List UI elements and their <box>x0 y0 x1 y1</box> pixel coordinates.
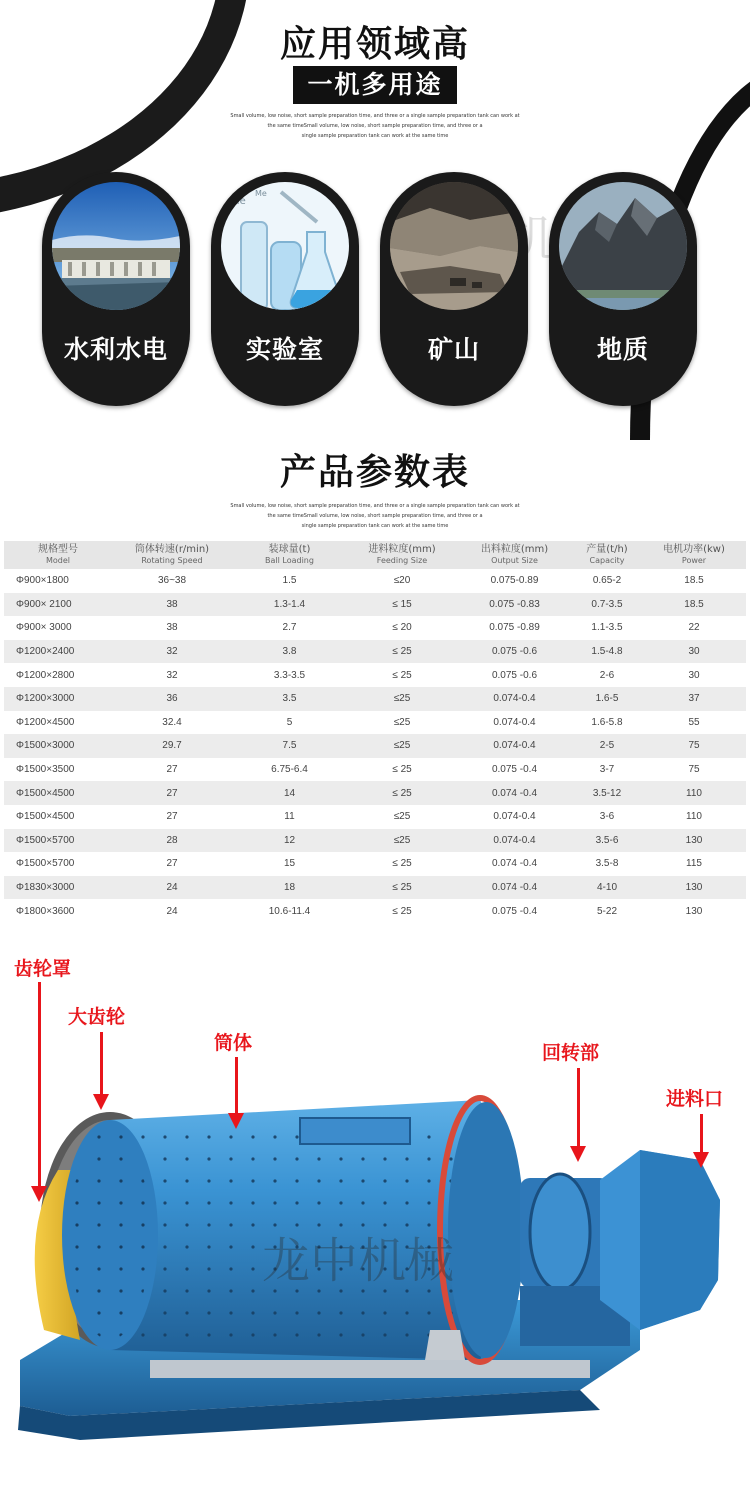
domain-label: 矿山 <box>427 335 480 364</box>
svg-text:Me: Me <box>255 189 267 198</box>
table-cell: 3.5-6 <box>572 829 642 853</box>
table-cell: ≤ 25 <box>347 899 457 923</box>
table-header-row <box>4 541 746 569</box>
table-cell: 14 <box>232 781 347 805</box>
arrow-head-icon <box>570 1146 586 1162</box>
table-cell: 32.4 <box>112 711 232 735</box>
table-header-cell: 装球量(t) Ball Loading <box>232 541 347 569</box>
table-row <box>4 829 746 853</box>
table-cell: 0.074-0.4 <box>457 734 572 758</box>
table-cell: Φ900× 3000 <box>4 616 112 640</box>
table-row <box>4 711 746 735</box>
table-cell: 1.5 <box>232 569 347 593</box>
table-cell: 1.6-5.8 <box>572 711 642 735</box>
table-cell: 3.8 <box>232 640 347 664</box>
table-cell: 110 <box>642 805 746 829</box>
table-cell: 28 <box>112 829 232 853</box>
table-cell: Φ1500×3000 <box>4 734 112 758</box>
table-cell: 0.074-0.4 <box>457 687 572 711</box>
table-header-cell: 电机功率(kw) Power <box>642 541 746 569</box>
table-row <box>4 899 746 923</box>
label-cylinder: 筒体 <box>214 1032 253 1054</box>
applications-subtitle: 一机多用途 <box>293 66 457 104</box>
label-rotating-part: 回转部 <box>542 1042 600 1064</box>
table-cell: 0.075-0.89 <box>457 569 572 593</box>
table-cell: Φ1500×4500 <box>4 781 112 805</box>
fine-print-line: single sample preparation tank can work at the same time <box>301 133 449 139</box>
table-cell: 27 <box>112 805 232 829</box>
table-cell: 3.5-8 <box>572 852 642 876</box>
table-row <box>4 640 746 664</box>
table-cell: Φ1500×5700 <box>4 829 112 853</box>
table-cell: 0.075 -0.4 <box>457 758 572 782</box>
table-cell: 130 <box>642 829 746 853</box>
table-cell: 0.074 -0.4 <box>457 781 572 805</box>
table-cell: 75 <box>642 734 746 758</box>
table-cell: ≤25 <box>347 711 457 735</box>
table-cell: ≤25 <box>347 687 457 711</box>
table-cell: 32 <box>112 640 232 664</box>
table-cell: 0.074-0.4 <box>457 805 572 829</box>
table-cell: Φ1200×3000 <box>4 687 112 711</box>
table-cell: 11 <box>232 805 347 829</box>
table-cell: Φ1200×4500 <box>4 711 112 735</box>
fine-print-line: Small volume, low noise, short sample preparation time, and three or a single sample preparation tank can work at <box>230 503 520 509</box>
table-cell: ≤25 <box>347 805 457 829</box>
table-cell: ≤ 20 <box>347 616 457 640</box>
table-row <box>4 852 746 876</box>
arrow-head-icon <box>693 1152 709 1168</box>
mountain-photo-icon <box>559 182 687 310</box>
table-row <box>4 876 746 900</box>
table-cell: 1.5-4.8 <box>572 640 642 664</box>
arrow-rotating-part <box>577 1068 580 1148</box>
table-cell: 3-7 <box>572 758 642 782</box>
arrow-cylinder <box>235 1057 238 1115</box>
table-cell: 12 <box>232 829 347 853</box>
watermark: 龙中机械 <box>262 1233 455 1289</box>
table-cell: Φ900×1800 <box>4 569 112 593</box>
table-cell: 0.075 -0.6 <box>457 640 572 664</box>
table-cell: 27 <box>112 758 232 782</box>
table-cell: 36 <box>112 687 232 711</box>
table-cell: 75 <box>642 758 746 782</box>
table-cell: 24 <box>112 876 232 900</box>
arrow-head-icon <box>31 1186 47 1202</box>
domain-label: 地质 <box>596 335 649 364</box>
table-cell: 0.65-2 <box>572 569 642 593</box>
table-cell: 32 <box>112 663 232 687</box>
table-cell: 4-10 <box>572 876 642 900</box>
table-cell: 3.5-12 <box>572 781 642 805</box>
domain-card-mine[interactable] <box>380 172 528 406</box>
table-row <box>4 758 746 782</box>
table-cell: 130 <box>642 899 746 923</box>
table-header-cell: 进料粒度(mm) Feeding Size <box>347 541 457 569</box>
applications-title: 应用领域高 <box>279 24 470 65</box>
domain-label: 实验室 <box>245 335 324 364</box>
table-cell: 110 <box>642 781 746 805</box>
table-cell: 3-6 <box>572 805 642 829</box>
domain-card-hydropower[interactable] <box>42 172 190 406</box>
table-cell: 37 <box>642 687 746 711</box>
table-cell: 36~38 <box>112 569 232 593</box>
table-row <box>4 663 746 687</box>
table-cell: Φ1800×3600 <box>4 899 112 923</box>
table-cell: 24 <box>112 899 232 923</box>
table-cell: ≤ 25 <box>347 781 457 805</box>
table-cell: 0.074-0.4 <box>457 829 572 853</box>
mine-photo-icon <box>390 182 518 310</box>
table-cell: 38 <box>112 593 232 617</box>
table-cell: 18.5 <box>642 569 746 593</box>
table-cell: 27 <box>112 781 232 805</box>
table-cell: 7.5 <box>232 734 347 758</box>
lab-glassware-photo-icon <box>221 182 349 310</box>
table-cell: 38 <box>112 616 232 640</box>
table-row <box>4 569 746 593</box>
table-cell: 5 <box>232 711 347 735</box>
table-cell: 115 <box>642 852 746 876</box>
arrow-head-icon <box>93 1094 109 1110</box>
table-cell: ≤20 <box>347 569 457 593</box>
dam-photo-icon <box>52 182 180 310</box>
table-cell: 0.074-0.4 <box>457 711 572 735</box>
table-cell: ≤ 25 <box>347 876 457 900</box>
arrow-gear-cover <box>38 982 41 1188</box>
table-row <box>4 616 746 640</box>
table-cell: Φ900× 2100 <box>4 593 112 617</box>
table-cell: 0.074 -0.4 <box>457 876 572 900</box>
table-header-cell: 筒体转速(r/min) Rotating Speed <box>112 541 232 569</box>
table-row <box>4 805 746 829</box>
table-cell: ≤ 25 <box>347 640 457 664</box>
label-big-gear: 大齿轮 <box>68 1006 126 1028</box>
arrow-head-icon <box>228 1113 244 1129</box>
table-cell: 0.075 -0.83 <box>457 593 572 617</box>
table-cell: 15 <box>232 852 347 876</box>
table-cell: Φ1200×2800 <box>4 663 112 687</box>
domain-label: 水利水电 <box>63 335 168 364</box>
table-cell: 10.6-11.4 <box>232 899 347 923</box>
table-cell: 6.75-6.4 <box>232 758 347 782</box>
table-header-cell: 规格型号 Model <box>4 541 112 569</box>
spec-table-title: 产品参数表 <box>279 452 470 493</box>
table-cell: Φ1200×2400 <box>4 640 112 664</box>
arrow-feed-inlet <box>700 1114 703 1154</box>
table-cell: ≤ 25 <box>347 758 457 782</box>
table-cell: 0.074 -0.4 <box>457 852 572 876</box>
table-cell: 3.5 <box>232 687 347 711</box>
table-header-cell: 产量(t/h) Capacity <box>572 541 642 569</box>
table-cell: 3.3-3.5 <box>232 663 347 687</box>
table-cell: ≤ 25 <box>347 852 457 876</box>
fine-print-line: the same timeSmall volume, low noise, short sample preparation time, and three or a <box>267 513 483 519</box>
domain-card-geology[interactable] <box>549 172 697 406</box>
table-cell: ≤ 15 <box>347 593 457 617</box>
table-cell: 1.3-1.4 <box>232 593 347 617</box>
table-cell: 30 <box>642 640 746 664</box>
table-cell: Φ1830×3000 <box>4 876 112 900</box>
fine-print-line: Small volume, low noise, short sample preparation time, and three or a single sample preparation tank can work at <box>230 113 520 119</box>
table-cell: 0.7-3.5 <box>572 593 642 617</box>
table-cell: 22 <box>642 616 746 640</box>
table-cell: 130 <box>642 876 746 900</box>
table-cell: 55 <box>642 711 746 735</box>
svg-text:Me: Me <box>231 196 246 207</box>
table-cell: 0.075 -0.89 <box>457 616 572 640</box>
table-header-cell: 出料粒度(mm) Output Size <box>457 541 572 569</box>
table-cell: 29.7 <box>112 734 232 758</box>
table-cell: 0.075 -0.4 <box>457 899 572 923</box>
table-cell: Φ1500×4500 <box>4 805 112 829</box>
table-cell: 1.1-3.5 <box>572 616 642 640</box>
table-cell: Φ1500×3500 <box>4 758 112 782</box>
table-body <box>4 569 746 923</box>
label-feed-inlet: 进料口 <box>666 1088 724 1110</box>
table-cell: Φ1500×5700 <box>4 852 112 876</box>
table-row <box>4 687 746 711</box>
table-cell: ≤25 <box>347 734 457 758</box>
table-cell: 2.7 <box>232 616 347 640</box>
arrow-big-gear <box>100 1032 103 1096</box>
label-gear-cover: 齿轮罩 <box>14 958 72 980</box>
table-cell: 5-22 <box>572 899 642 923</box>
table-cell: 2-5 <box>572 734 642 758</box>
table-cell: 0.075 -0.6 <box>457 663 572 687</box>
table-cell: 1.6-5 <box>572 687 642 711</box>
table-cell: 18 <box>232 876 347 900</box>
table-cell: 18.5 <box>642 593 746 617</box>
table-cell: ≤ 25 <box>347 663 457 687</box>
fine-print-line: single sample preparation tank can work at the same time <box>301 523 449 529</box>
table-row <box>4 593 746 617</box>
spec-table <box>4 541 746 923</box>
table-cell: 2-6 <box>572 663 642 687</box>
fine-print-line: the same timeSmall volume, low noise, short sample preparation time, and three or a <box>267 123 483 129</box>
table-cell: 30 <box>642 663 746 687</box>
table-row <box>4 734 746 758</box>
table-cell: 27 <box>112 852 232 876</box>
table-cell: ≤25 <box>347 829 457 853</box>
domain-card-laboratory[interactable] <box>211 172 359 406</box>
table-row <box>4 781 746 805</box>
